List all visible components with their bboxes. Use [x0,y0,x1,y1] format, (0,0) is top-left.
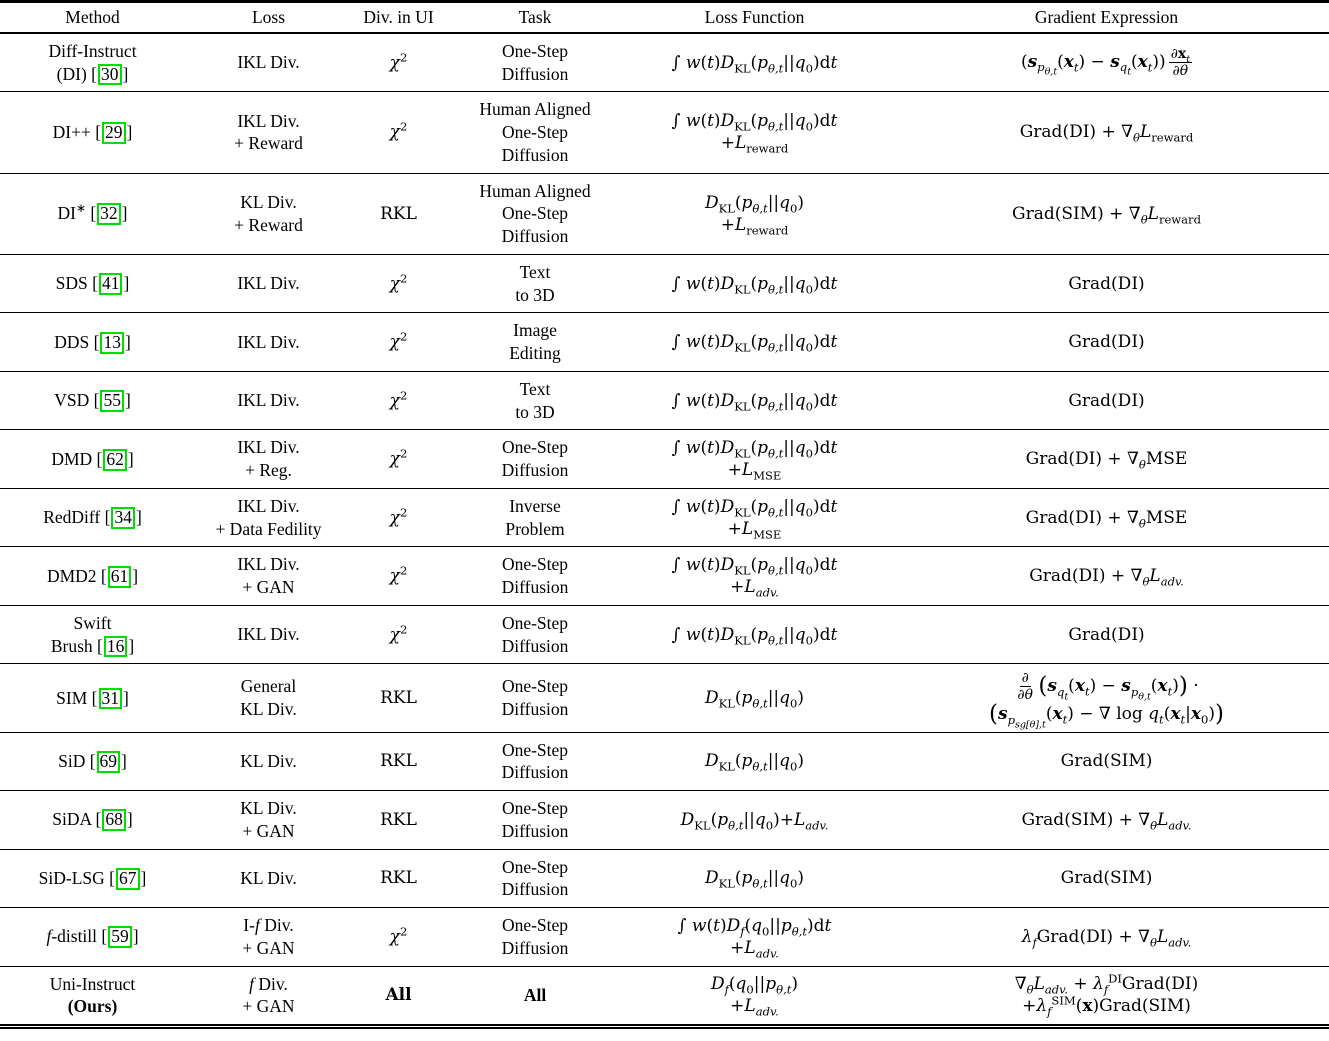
cell-gradient: Grad(SIM) + $\nabla_\theta L_{reward}$ [884,173,1329,254]
cell-method: SiD [ 69 ] [0,732,185,791]
table-row [0,732,1329,791]
cell-div: RKL [352,732,445,791]
cell-gradient: Grad(DI) [884,313,1329,372]
citation-link[interactable]: 67 [116,868,140,890]
cell-loss-function: $D_{KL}(p_{\theta,t}||q_0)+L_{adv.}$ [625,791,884,850]
table-row [0,173,1329,254]
cell-method: SiDA [ 68 ] [0,791,185,850]
column-header-gradient-expression: Gradient Expression [884,2,1329,33]
cell-loss: General KL Div. [185,664,352,732]
cell-gradient: $(s_{p_{\theta,t}}(x_t) - s_{q_t}(x_t))$ $\frac{\partial x_t}{\partial\theta}$ [1020,46,1191,80]
cell-gradient: Grad(DI) + $\nabla_\theta MSE$ [884,430,1329,489]
cell-loss: IKL Div. + Reg. [185,430,352,489]
cell-loss: IKL Div. [185,371,352,430]
cell-task: One-Step Diffusion [445,547,625,606]
cell-loss: KL Div. + Reward [185,173,352,254]
cell-task: One-Step Diffusion [445,605,625,664]
citation-link[interactable]: 59 [108,926,132,948]
cell-div: $\chi^2$ [352,254,445,313]
citation-link[interactable]: 29 [102,122,126,144]
cell-gradient: Grad(DI) + $\nabla_\theta L_{reward}$ [884,92,1329,173]
citation-link[interactable]: 69 [97,751,121,773]
cell-gradient: Grad(DI) + $\nabla_\theta L_{adv.}$ [884,547,1329,606]
cell-gradient: Grad(SIM) [884,732,1329,791]
cell-div: RKL [352,849,445,908]
cell-loss: IKL Div. + Reward [185,92,352,173]
cell-loss-function: $D_{KL}(p_{\theta,t}||q_0)$ [625,732,884,791]
citation-link[interactable]: 68 [102,809,126,831]
cell-loss: KL Div. + GAN [185,791,352,850]
cell-loss: KL Div. [185,849,352,908]
column-header-loss: Loss [185,2,352,33]
cell-loss-function: $D_{KL}(p_{\theta,t}||q_0)$ [625,849,884,908]
table-row [0,908,1329,967]
cell-loss-function: ∫ $w(t)D_{KL}(p_{\theta,t}||q_0)dt$ [671,52,838,75]
cell-div: RKL [352,173,445,254]
cell-task: Image Editing [445,313,625,372]
table-row [0,371,1329,430]
cell-gradient: Grad(DI) [884,605,1329,664]
cell-div: $\chi^2$ [352,92,445,173]
column-header-task: Task [445,2,625,33]
citation-link[interactable]: 32 [97,203,121,225]
cell-loss: IKL Div. [185,313,352,372]
cell-method: SDS [ 41 ] [0,254,185,313]
column-header-loss-function: Loss Function [625,2,884,33]
cell-div: All [352,966,445,1027]
cell-task: One-Step Diffusion [445,732,625,791]
cell-gradient: $\lambda_fGrad(DI) + \nabla_\theta L_{adv.}$ [884,908,1329,967]
table-header-row [0,2,1329,33]
cell-div: RKL [352,664,445,732]
cell-loss-function: ∫ $w(t)D_{KL}(p_{\theta,t}||q_0)dt$ [625,605,884,664]
cell-task: One-Step Diffusion [445,664,625,732]
cell-loss: KL Div. [185,732,352,791]
citation-link[interactable]: 62 [103,449,127,471]
cell-div: $\chi^2$ [352,430,445,489]
cell-loss: IKL Div. + Data Fedility [185,488,352,547]
cell-loss: IKL Div. [185,254,352,313]
cell-method: DDS [ 13 ] [0,313,185,372]
cell-method: DI++ [ 29 ] [0,92,185,173]
cell-gradient: Grad(DI) [884,254,1329,313]
cell-loss-function: ∫ $w(t)D_f(q_0||p_{\theta,t})dt$ $+L_{adv.}$ [625,908,884,967]
cell-task: Human Aligned One-Step Diffusion [445,92,625,173]
table-row [0,33,1329,92]
cell-div: RKL [352,791,445,850]
cell-method: DMD2 [ 61 ] [0,547,185,606]
cell-gradient: Grad(DI) [884,371,1329,430]
cell-div: $\chi^2$ [352,313,445,372]
cell-task: One-Step Diffusion [445,430,625,489]
cell-method: DMD [ 62 ] [0,430,185,489]
cell-loss-function: ∫ $w(t)D_{KL}(p_{\theta,t}||q_0)dt$ $+L_{MSE}$ [625,430,884,489]
cell-method: Uni-Instruct (Ours) [0,966,185,1027]
column-header-method: Method [0,2,185,33]
cell-task: One-Step Diffusion [445,908,625,967]
citation-link[interactable]: 34 [111,507,135,529]
cell-loss-function: $D_f(q_0||p_{\theta,t})$ $+L_{adv.}$ [625,966,884,1027]
cell-loss: IKL Div. [185,605,352,664]
column-header-div-in-ui: Div. in UI [352,2,445,33]
citation-link[interactable]: 16 [104,636,128,658]
table-row [0,966,1329,1027]
cell-task: One-Step Diffusion [445,849,625,908]
cell-loss: IKL Div. [237,52,300,73]
cell-task: Inverse Problem [445,488,625,547]
cell-div: $\chi^2$ [389,49,408,73]
cell-gradient: $\frac{\partial}{\partial\theta}$ $(s_{q_t}(x_t) - s_{p_{\theta,t}}(x_t))$ · ($s_{p_{sg[\theta],t}}(x_t)$ − ∇ $\log q_t(x_t|x_0)$) [884,664,1329,732]
cell-task: One-Step Diffusion [445,791,625,850]
table-body [0,33,1329,1027]
table-row [0,664,1329,732]
cell-task: Text to 3D [445,371,625,430]
citation-link[interactable]: 55 [100,390,124,412]
citation-link[interactable]: 31 [99,688,123,710]
cell-div: $\chi^2$ [352,547,445,606]
cell-method: SiD-LSG [ 67 ] [0,849,185,908]
table-row [0,313,1329,372]
cell-task: Human Aligned One-Step Diffusion [445,173,625,254]
citation-link[interactable]: 61 [108,566,132,588]
cell-loss-function: ∫ $w(t)D_{KL}(p_{\theta,t}||q_0)dt$ $+L_{reward}$ [625,92,884,173]
cell-loss: f Div. + GAN [185,966,352,1027]
cell-method: RedDiff [ 34 ] [0,488,185,547]
table-row [0,430,1329,489]
cell-loss-function: ∫ $w(t)D_{KL}(p_{\theta,t}||q_0)dt$ [625,254,884,313]
table-row [0,605,1329,664]
cell-loss-function: $D_{KL}(p_{\theta,t}||q_0)$ [625,664,884,732]
cell-task: All [445,966,625,1027]
cell-loss-function: ∫ $w(t)D_{KL}(p_{\theta,t}||q_0)dt$ [625,313,884,372]
table-row [0,488,1329,547]
cell-method: f-distill [ 59 ] [0,908,185,967]
cell-gradient: Grad(SIM) + $\nabla_\theta L_{adv.}$ [884,791,1329,850]
cell-loss-function: ∫ $w(t)D_{KL}(p_{\theta,t}||q_0)dt$ $+L_{adv.}$ [625,547,884,606]
cell-method: DI∗ [ 32 ] [0,173,185,254]
cell-loss-function: $D_{KL}(p_{\theta,t}||q_0)$ $+L_{reward}$ [625,173,884,254]
table-row [0,791,1329,850]
table-row [0,547,1329,606]
cell-div: $\chi^2$ [352,605,445,664]
table-row [0,849,1329,908]
table-row [0,254,1329,313]
cell-loss: I-f Div. + GAN [185,908,352,967]
cell-task: One-Step Diffusion [501,40,569,84]
cell-div: $\chi^2$ [352,908,445,967]
citation-link[interactable]: 30 [98,64,122,86]
cell-loss-function: ∫ $w(t)D_{KL}(p_{\theta,t}||q_0)dt$ $+L_{MSE}$ [625,488,884,547]
cell-div: $\chi^2$ [352,371,445,430]
citation-link[interactable]: 41 [99,273,123,295]
cell-loss: IKL Div. + GAN [185,547,352,606]
cell-method: SIM [ 31 ] [0,664,185,732]
cell-gradient: Grad(SIM) [884,849,1329,908]
cell-method: VSD [ 55 ] [0,371,185,430]
cell-method: Swift Brush [ 16 ] [0,605,185,664]
cell-gradient: $\nabla_\theta L_{adv.}$ + $\lambda_f^{DI}Grad(DI)$ $+\lambda_f^{SIM}(x)Grad(SIM)$ [884,966,1329,1027]
cell-task: Text to 3D [445,254,625,313]
table-row [0,92,1329,173]
cell-method: Diff-Instruct (DI) [ 30 ] [48,40,137,84]
cell-div: $\chi^2$ [352,488,445,547]
cell-loss-function: ∫ $w(t)D_{KL}(p_{\theta,t}||q_0)dt$ [625,371,884,430]
cell-gradient: Grad(DI) + $\nabla_\theta MSE$ [884,488,1329,547]
citation-link[interactable]: 13 [100,332,124,354]
